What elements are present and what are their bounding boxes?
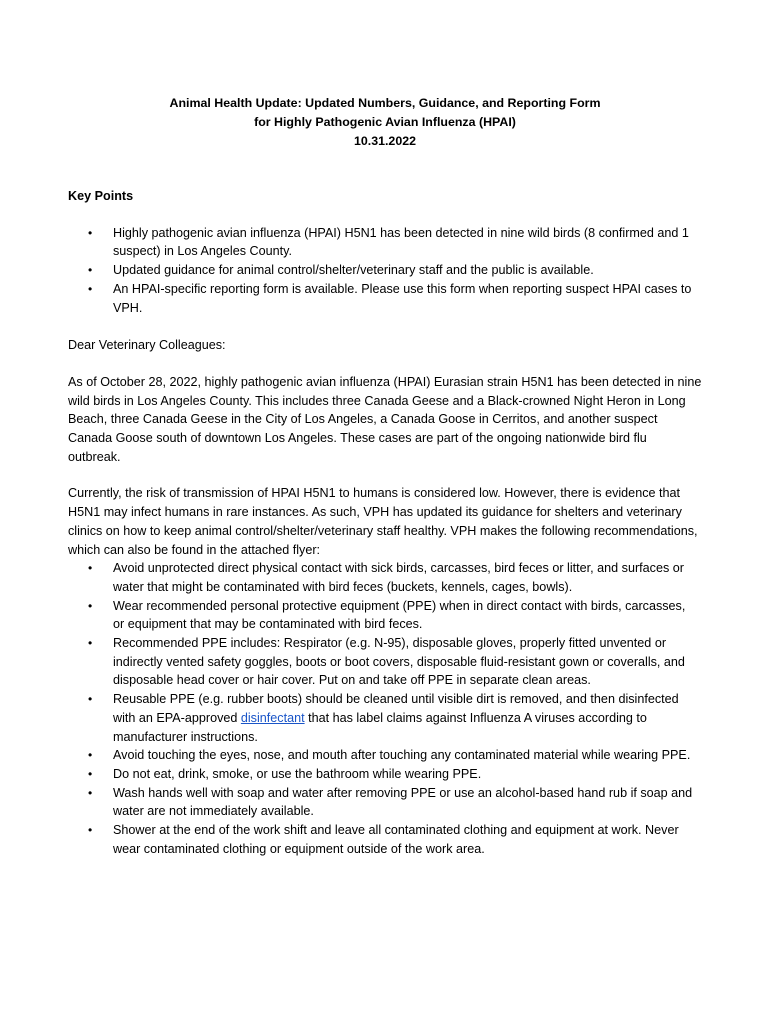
bullet-icon: •: [88, 748, 93, 763]
recommendation-text: Avoid unprotected direct physical contact with sick birds, carcasses, bird feces or litter, and surfaces or water that might be contaminated with bird feces (buckets, kennels, cages, bowls).: [113, 561, 684, 594]
recommendation-text-before: Reusable PPE (e.g. rubber boots) should be cleaned until visible dirt is removed, and then disinfected with an EPA-approved: [113, 692, 679, 725]
salutation: Dear Veterinary Colleagues:: [68, 338, 226, 353]
bullet-icon: •: [88, 636, 93, 651]
bullet-icon: •: [88, 598, 93, 613]
title-line: for Highly Pathogenic Avian Influenza (HPAI): [254, 115, 516, 129]
recommendations-list: [68, 559, 702, 858]
paragraph-outbreak: As of October 28, 2022, highly pathogenic avian influenza (HPAI) Eurasian strain H5N1 has been detected in nine wild birds in Los Angeles County. This includes three Canada Geese and a Black-crowned Night Heron in Long Beach, three Canada Geese in the City of Los Angeles, a Canada Goose in Cerritos, and another suspect Canada Goose south of downtown Los Angeles. These cases are part of the ongoing nationwide bird flu outbreak.: [68, 374, 702, 464]
bullet-icon: •: [88, 692, 93, 707]
list-item: [68, 690, 702, 746]
paragraph-risk: Currently, the risk of transmission of HPAI H5N1 to humans is considered low. However, there is evidence that H5N1 may infect humans in rare instances. As such, VPH has updated its guidance for shelters and veterinary clinics on how to keep animal control/shelter/veterinary staff healthy. VPH makes the following recommendations, which can also be found in the attached flyer:: [68, 486, 698, 557]
recommendation-text: Shower at the end of the work shift and leave all contaminated clothing and equipment at work. Never wear contaminated clothing or equipment outside of the work area.: [113, 823, 679, 856]
disinfectant-link[interactable]: disinfectant: [240, 710, 305, 725]
list-item: [68, 746, 702, 765]
recommendation-text: Avoid touching the eyes, nose, and mouth after touching any contaminated material while wearing PPE.: [113, 748, 691, 763]
list-item: [68, 224, 702, 261]
list-item: [68, 784, 702, 821]
recommendation-text: Wear recommended personal protective equipment (PPE) when in direct contact with birds, carcasses, or equipment that may be contaminated with bird feces.: [113, 598, 686, 632]
bullet-icon: •: [88, 263, 93, 278]
bullet-icon: •: [88, 561, 93, 576]
list-item: [68, 597, 702, 634]
list-item: [68, 765, 702, 784]
key-point-text: Updated guidance for animal control/shelter/veterinary staff and the public is available.: [113, 263, 594, 278]
list-item: [68, 280, 702, 317]
bullet-icon: •: [88, 785, 93, 800]
list-item: [68, 821, 702, 858]
list-item: [68, 559, 702, 596]
list-item: [68, 634, 702, 690]
title-line: Animal Health Update: Updated Numbers, Guidance, and Reporting Form: [169, 96, 601, 110]
key-points-heading: Key Points: [68, 189, 134, 203]
bullet-icon: •: [88, 225, 93, 240]
bullet-icon: •: [88, 766, 93, 781]
bullet-icon: •: [88, 281, 93, 296]
list-item: [68, 261, 702, 280]
key-point-text: Highly pathogenic avian influenza (HPAI) H5N1 has been detected in nine wild birds (8 confirmed and 1 suspect) in Los Angeles County.: [113, 225, 689, 259]
key-point-text: An HPAI-specific reporting form is available. Please use this form when reporting suspect HPAI cases to VPH.: [113, 281, 692, 315]
bullet-icon: •: [88, 823, 93, 838]
recommendation-text: Recommended PPE includes: Respirator (e.g. N-95), disposable gloves, properly fitted unvented or indirectly vented safety goggles, boots or boot covers, disposable fluid-resistant gown or coveralls, and disposable head cover or hair cover. Put on and take off PPE in separate clean areas.: [113, 636, 685, 688]
document-title: [68, 94, 702, 151]
document-date: 10.31.2022: [353, 134, 416, 148]
recommendation-text: Do not eat, drink, smoke, or use the bathroom while wearing PPE.: [113, 766, 482, 781]
key-points-list: [68, 224, 702, 318]
recommendation-text: Wash hands well with soap and water after removing PPE or use an alcohol-based hand rub if soap and water are not immediately available.: [113, 785, 693, 819]
recommendation-text-after: that has label claims against Influenza A viruses according to manufacturer instructions.: [113, 710, 647, 744]
